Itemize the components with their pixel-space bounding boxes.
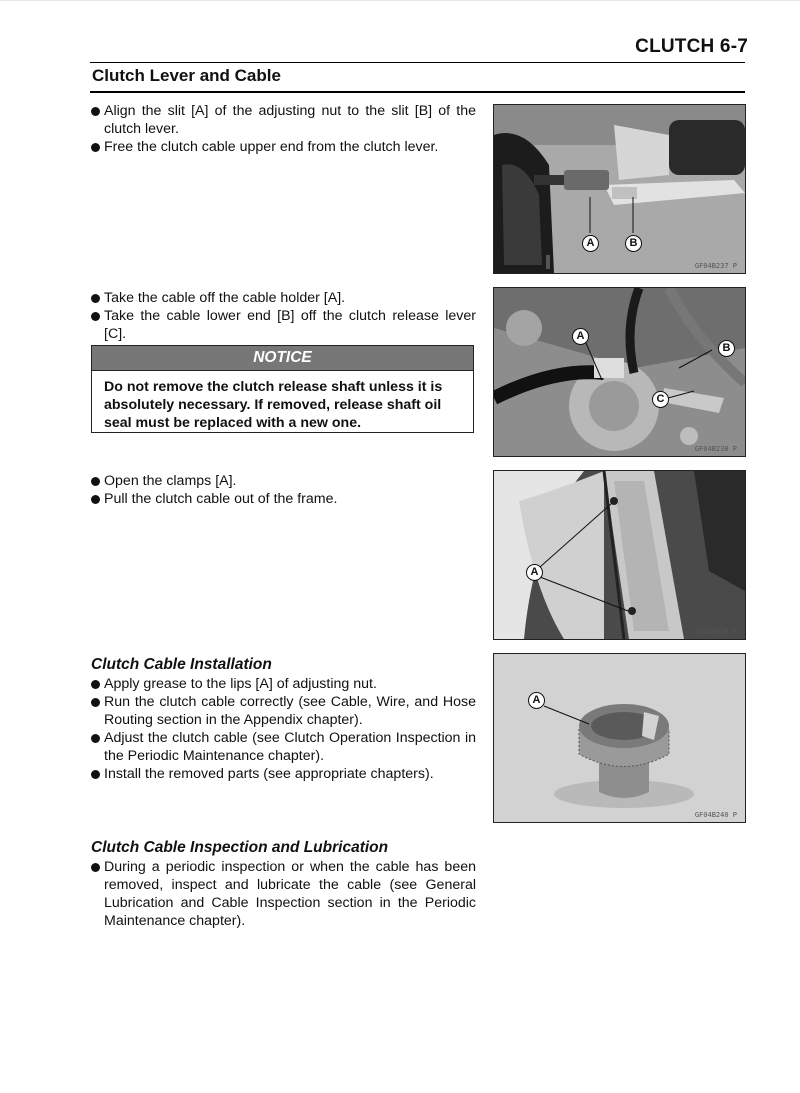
list-item: Adjust the clutch cable (see Clutch Operation Inspection in the Periodic Maintenance chapter). (91, 729, 476, 765)
notice-title: NOTICE (92, 346, 473, 371)
list-item: Apply grease to the lips [A] of adjusting nut. (91, 675, 476, 693)
callout-b: B (625, 235, 642, 252)
callout-b: B (718, 340, 735, 357)
step3-text (91, 472, 476, 508)
callout-a: A (572, 328, 589, 345)
clutch-lever-illustration (494, 105, 745, 273)
callout-a: A (526, 564, 543, 581)
adjusting-nut-illustration (494, 654, 745, 822)
figure-release-lever-photo (493, 287, 746, 457)
bullet-icon (91, 698, 100, 707)
bullet-icon (91, 294, 100, 303)
list-item: Align the slit [A] of the adjusting nut to the slit [B] of the clutch lever. (91, 102, 476, 138)
bullet-icon (91, 680, 100, 689)
list-item: Install the removed parts (see appropriate chapters). (91, 765, 476, 783)
bullet-icon (91, 312, 100, 321)
bullet-icon (91, 107, 100, 116)
callout-c: C (652, 391, 669, 408)
callout-a: A (582, 235, 599, 252)
list-item: Open the clamps [A]. (91, 472, 476, 490)
section-title: Clutch Lever and Cable (92, 66, 281, 85)
figure-clamps-photo (493, 470, 746, 640)
bullet-icon (91, 734, 100, 743)
installation-section (91, 655, 476, 783)
page-header: CLUTCH 6-7 (635, 36, 748, 57)
figure-code: GF04B238 P (694, 445, 737, 453)
bullet-icon (91, 477, 100, 486)
bullet-icon (91, 143, 100, 152)
header-rule (90, 62, 745, 63)
list-item: Pull the clutch cable out of the frame. (91, 490, 476, 508)
step2-text (91, 289, 476, 343)
inspection-title: Clutch Cable Inspection and Lubrication (91, 839, 389, 856)
notice-text: Do not remove the clutch release shaft unless it is absolutely necessary. If removed, release shaft oil seal must be replaced with a new one. (104, 379, 443, 431)
figure-clutch-lever-photo (493, 104, 746, 274)
list-item: Take the cable lower end [B] off the clutch release lever [C]. (91, 307, 476, 343)
figure-adjusting-nut-photo (493, 653, 746, 823)
callout-a: A (528, 692, 545, 709)
page-top-border (0, 0, 800, 1)
clamps-illustration (494, 471, 745, 639)
figure-code: GF04B239 P (694, 628, 737, 636)
list-item: Run the clutch cable correctly (see Cable, Wire, and Hose Routing section in the Appendix chapter). (91, 693, 476, 729)
section-rule (90, 91, 745, 93)
inspection-section (91, 838, 476, 930)
list-item: Free the clutch cable upper end from the clutch lever. (91, 138, 476, 156)
bullet-icon (91, 863, 100, 872)
bullet-icon (91, 495, 100, 504)
notice-box (91, 345, 474, 433)
list-item: During a periodic inspection or when the cable has been removed, inspect and lubricate the cable (see General Lubrication and Cable Inspection section in the Periodic Maintenance chapter). (91, 858, 476, 930)
step1-text (91, 102, 476, 156)
figure-code: GF04B237 P (694, 262, 737, 270)
installation-title: Clutch Cable Installation (91, 656, 272, 673)
bullet-icon (91, 770, 100, 779)
release-lever-illustration (494, 288, 745, 456)
list-item: Take the cable off the cable holder [A]. (91, 289, 476, 307)
figure-code: GF04B240 P (694, 811, 737, 819)
